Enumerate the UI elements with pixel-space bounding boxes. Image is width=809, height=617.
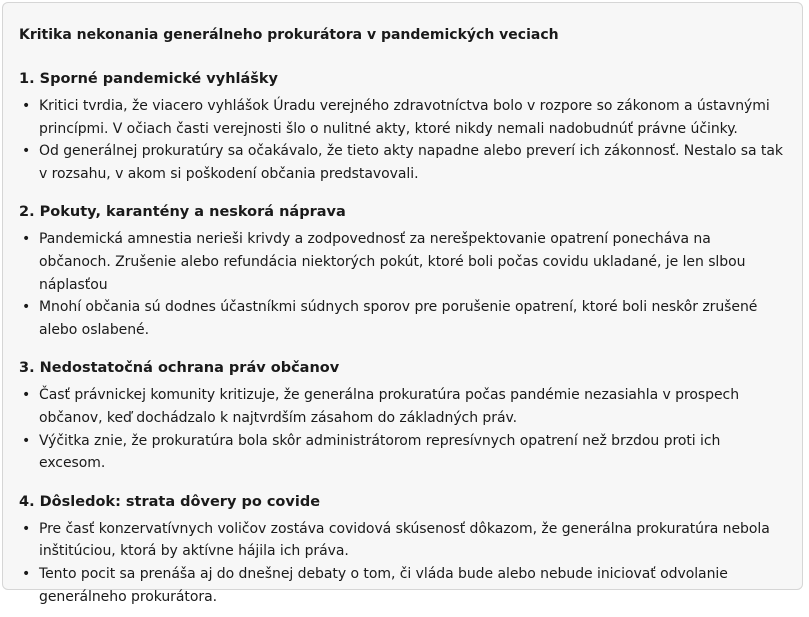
response-card xyxy=(2,2,803,605)
section-3 xyxy=(19,358,786,474)
bullet-item: • Mnohí občania sú dodnes účastníkmi súdnych sporov pre porušenie opatrení, ktoré boli neskôr zrušené alebo oslabené. xyxy=(19,296,786,341)
bullet-item: • Pre časť konzervatívnych voličov zostáva covidová skúsenosť dôkazom, že generálna prokuratúra nebola inštitúciou, ktorá by aktívne hájila ich práva. xyxy=(19,518,786,563)
bullet-item: • Výčitka znie, že prokuratúra bola skôr administrátorom represívnych opatrení než brzdou proti ich excesom. xyxy=(19,430,786,475)
bullet-list xyxy=(19,228,786,341)
section-heading: 2. Pokuty, karantény a neskorá náprava xyxy=(19,204,346,221)
bullet-list xyxy=(19,518,786,608)
section-2 xyxy=(19,202,786,341)
bullet-list xyxy=(19,384,786,474)
section-4 xyxy=(19,492,786,608)
section-heading: 3. Nedostatočná ochrana práv občanov xyxy=(19,360,340,377)
bullet-item: • Pandemická amnestia nerieši krivdy a zodpovednosť za nerešpektovanie opatrení ponecháva na občanoch. Zrušenie alebo refundácia niektorých pokút, ktoré boli počas covidu ukladané, je len slbou náplasťou xyxy=(19,228,786,296)
section-heading: 4. Dôsledok: strata dôvery po covide xyxy=(19,493,321,510)
bullet-item: • Tento pocit sa prenáša aj do dnešnej debaty o tom, či vláda bude alebo nebude iniciovať odvolanie generálneho prokurátora. xyxy=(19,563,786,608)
bullet-item: • Kritici tvrdia, že viacero vyhlášok Úradu verejného zdravotníctva bolo v rozpore so zákonom a ústavnými princípmi. V očiach časti verejnosti šlo o nulitné akty, ktoré nikdy nemali nadobudnúť právne účinky. xyxy=(19,95,786,140)
section-1 xyxy=(19,69,786,185)
bullet-item: • Časť právnickej komunity kritizuje, že generálna prokuratúra počas pandémie nezasiahla v prospech občanov, keď dochádzalo k najtvrdším zásahom do základných práv. xyxy=(19,384,786,429)
document-title: Kritika nekonania generálneho prokurátora v pandemických veciach xyxy=(19,27,559,43)
bullet-list xyxy=(19,95,786,185)
bullet-item: • Od generálnej prokuratúry sa očakávalo, že tieto akty napadne alebo preverí ich zákonnosť. Nestalo sa tak v rozsahu, v akom si poškodení občania predstavovali. xyxy=(19,140,786,185)
section-heading: 1. Sporné pandemické vyhlášky xyxy=(19,71,279,87)
